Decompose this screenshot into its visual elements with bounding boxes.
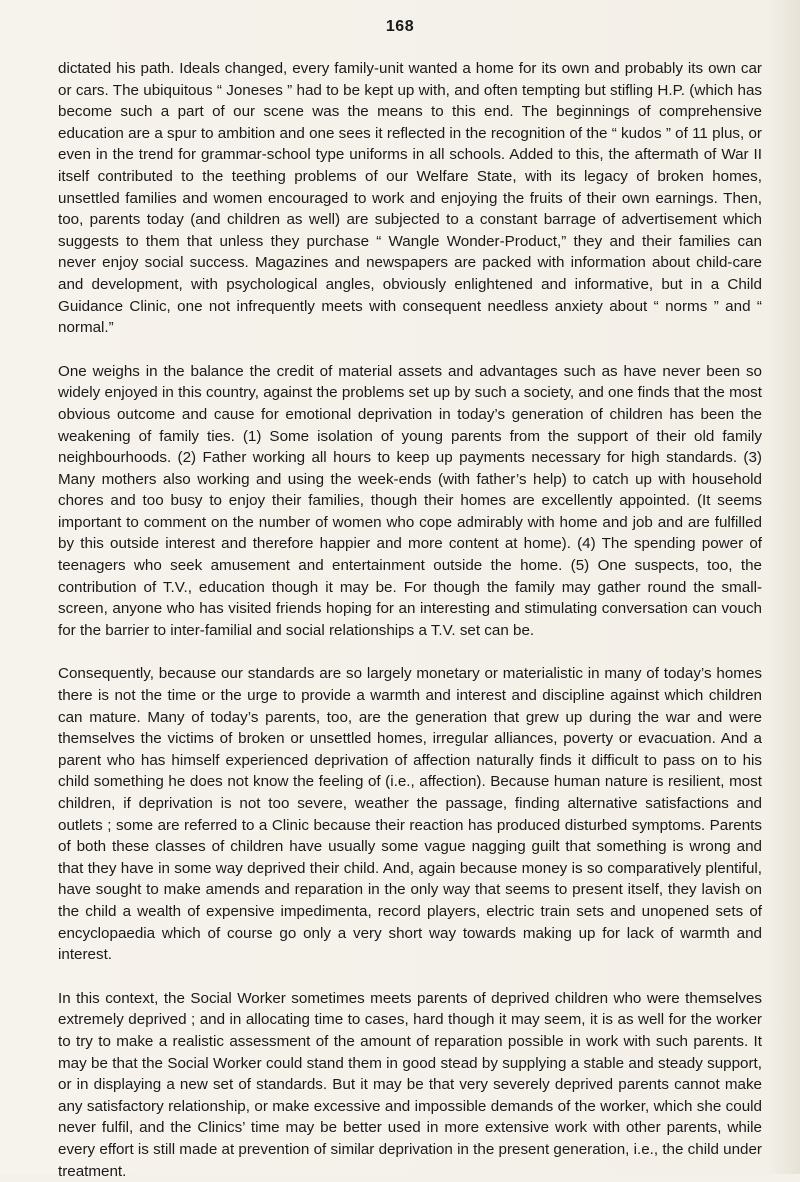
- paragraph-3: Consequently, because our standards are so largely monetary or materialistic in many of today’s homes there is not the time or the urge to provide a warmth and interest and discipline against which children can mature. Many of today’s parents, too, are the generation that grew up during the war and were themselves the victims of broken or unsettled homes, irregular alliances, poverty or evacuation. And a parent who has himself experienced deprivation of affection naturally finds it difficult to pass on to his child something he does not know the feeling of (i.e., affection). Because human nature is resilient, most children, if deprivation is not too severe, weather the passage, finding alternative satisfactions and outlets ; some are referred to a Clinic because their reaction has produced disturbed symptoms. Parents of both these classes of children have usually some vague nagging guilt that something is wrong and that they have in some way deprived their child. And, again because money is so comparatively plentiful, have sought to make amends and reparation in the only way that seems to present itself, they lavish on the child a wealth of expensive impedimenta, record players, electric train sets and unopened sets of encyclopaedia which of course go only a very short way towards making up for lack of warmth and interest.: [58, 665, 762, 964]
- body-text: [58, 58, 762, 1182]
- paragraph-4: In this context, the Social Worker sometimes meets parents of deprived children who were themselves extremely deprived ; and in allocating time to cases, hard though it may seem, it is as well for the worker to try to make a realistic assessment of the amount of reparation possible in work with such parents. It may be that the Social Worker could stand them in good stead by supplying a stable and steady support, or in displaying a new set of standards. But it may be that very severely deprived parents cannot make any satisfactory relationship, or make excessive and impossible demands of the worker, which she could never fulfil, and the Clinics’ time may be better used in more extensive work with other parents, while every effort is still made at prevention of similar deprivation in the present generation, i.e., the child under treatment.: [58, 989, 762, 1180]
- page-number: 168: [385, 18, 415, 35]
- paragraph-1: dictated his path. Ideals changed, every family-unit wanted a home for its own and probably its own car or cars. The ubiquitous “ Joneses ” had to be kept up with, and often tempting but stifling H.P. (which has become such a part of our scene was the means to this end. The beginnings of comprehensive education are a spur to ambition and one sees it reflected in the recognition of the “ kudos ” of 11 plus, or even in the trend for grammar-school type uniforms in all schools. Added to this, the aftermath of War II itself contributed to the teething problems of our Welfare State, with its legacy of broken homes, unsettled families and women encouraged to work and enjoying the fruits of their own earnings. Then, too, parents today (and children as well) are subjected to a constant barrage of advertisement which suggests to them that unless they purchase “ Wangle Wonder-Product,” they and their families can never enjoy social success. Magazines and newspapers are packed with information about child-care and development, with psychological angles, obviously enlightened and informative, but in a Child Guidance Clinic, one not infrequently meets with consequent needless anxiety about “ norms ” and “ normal.”: [58, 60, 762, 337]
- paragraph-2: One weighs in the balance the credit of material assets and advantages such as have never been so widely enjoyed in this country, against the problems set up by such a society, and one finds that the most obvious outcome and cause for emotional deprivation in today’s generation of children has been the weakening of family ties. (1) Some isolation of young parents from the support of their old family neighbourhoods. (2) Father working all hours to keep up payments necessary for high standards. (3) Many mothers also working and using the week-ends (with father’s help) to catch up with household chores and too busy to enjoy their families, though their homes are excellently appointed. (It seems important to comment on the number of women who cope admirably with home and job and are fulfilled by this outside interest and therefore happier and more content at home). (4) The spending power of teenagers who seek amusement and entertainment outside the home. (5) One suspects, too, the contribution of T.V., education though it may be. For though the family may gather round the small-screen, anyone who has visited friends hoping for an interesting and stimulating conversation can vouch for the barrier to inter-familial and social relationships a T.V. set can be.: [58, 362, 762, 639]
